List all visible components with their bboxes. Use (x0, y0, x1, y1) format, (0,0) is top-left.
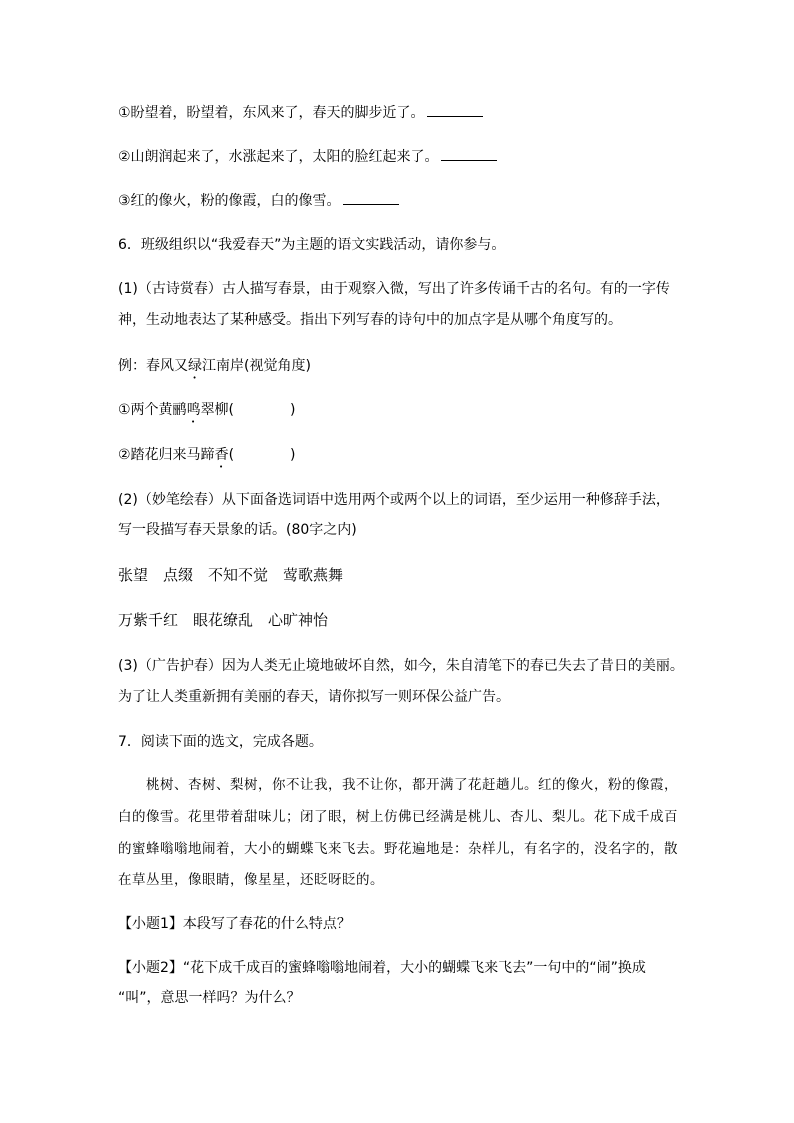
passage-line-3: 的蜜蜂嗡嗡地闹着，大小的蝴蝶飞来飞去。野花遍地是：杂样儿，有名字的，没名字的，散 (118, 841, 678, 857)
q6-title: 6．班级组织以“我爱春天”为主题的语文实践活动，请你参与。 (118, 237, 506, 253)
q7-sub2-line2: “叫”，意思一样吗？为什么？ (118, 990, 301, 1006)
close-paren: ) (290, 447, 296, 463)
q5-item-1 (118, 104, 483, 122)
passage-line-1: 桃树、杏树、梨树，你不让我，我不让你，都开满了花赶趟儿。红的像火，粉的像霞， (118, 777, 678, 793)
q5-item-2-text: ②山朗润起来了，水涨起来了，太阳的脸红起来了。 (118, 149, 439, 165)
example-text: 例：春风又 (118, 358, 188, 374)
q6-words-row1: 张望 点缀 不知不觉 莺歌燕舞 (118, 566, 344, 584)
q6-part3-line1: (3)（广告护春）因为人类无止境地破坏自然，如今，朱自清笔下的春已失去了昔日的美丽。 (118, 658, 684, 674)
passage-line-2: 白的像雪。花里带着甜味儿；闭了眼，树上仿佛已经满是桃儿、杏儿、梨儿。花下成千成百 (118, 809, 678, 825)
dotted-char: 绿 (188, 358, 202, 374)
q6-words-row2: 万紫千红 眼花缭乱 心旷神怡 (118, 611, 329, 629)
q6-part2-line1: (2)（妙笔绘春）从下面备选词语中选用两个或两个以上的词语，至少运用一种修辞手法， (118, 492, 670, 508)
passage-line-4: 在草丛里，像眼睛，像星星，还眨呀眨的。 (118, 872, 384, 888)
example-text: 江南岸(视觉角度) (202, 358, 311, 374)
item-text: ①两个黄鹂 (118, 402, 187, 418)
q7-sub1: 【小题1】本段写了春花的什么特点？ (118, 916, 351, 932)
q6-part3-line2: 为了让人类重新拥有美丽的春天，请你拟写一则环保公益广告。 (118, 689, 510, 705)
q5-item-3-text: ③红的像火，粉的像霞，白的像雪。 (118, 193, 341, 209)
item-text: ( (228, 447, 235, 463)
answer-blank (427, 104, 483, 117)
item-text: ②踏花归来马蹄 (118, 447, 215, 463)
q6-item-2 (118, 446, 296, 471)
dotted-char: 鸣 (186, 402, 201, 418)
q6-item-1 (118, 401, 296, 426)
q5-item-2 (118, 148, 497, 166)
answer-blank (441, 148, 497, 161)
q6-part1-line1: (1)（古诗赏春）古人描写春景，由于观察入微，写出了许多传诵千古的名句。有的一字传 (118, 281, 670, 297)
item-text: 翠柳( (200, 402, 235, 418)
answer-blank (343, 192, 399, 205)
q5-item-1-text: ①盼望着，盼望着，东风来了，春天的脚步近了。 (118, 105, 425, 121)
q6-part1-line2: 神，生动地表达了某种感受。指出下列写春的诗句中的加点字是从哪个角度写的。 (118, 312, 622, 328)
close-paren: ) (290, 402, 296, 418)
q5-item-3 (118, 192, 399, 210)
dotted-char: 香 (214, 447, 229, 463)
q6-example (118, 357, 311, 382)
q7-sub2-line1: 【小题2】“花下成千成百的蜜蜂嗡嗡地闹着，大小的蝴蝶飞来飞去”一句中的“闹”换成 (118, 960, 646, 976)
q6-part2-line2: 写一段描写春天景象的话。(80字之内) (118, 522, 357, 538)
q7-title: 7．阅读下面的选文，完成各题。 (118, 734, 323, 750)
